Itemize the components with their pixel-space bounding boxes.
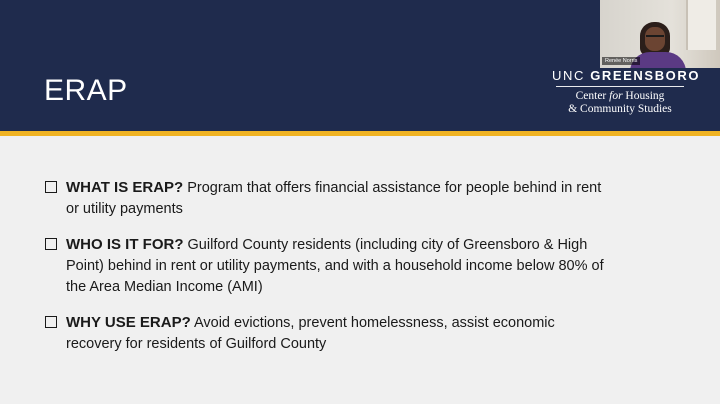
slide-title: ERAP <box>44 74 128 107</box>
brand-center-pre: Center <box>575 90 610 102</box>
bullet-lead: WHY USE ERAP? <box>66 314 191 331</box>
checkbox-bullet-icon <box>45 238 57 250</box>
bullet-text <box>66 312 604 355</box>
participant-face <box>645 27 665 51</box>
bullet-body: Guilford County residents (including city of Greensboro & High Point) behind in rent or utility payments, and with a household income below 80% of the Area Median Income (AMI) <box>66 237 604 295</box>
bullet-item-why <box>44 312 604 355</box>
bullet-text <box>66 177 604 220</box>
checkbox-bullet-icon <box>45 316 57 328</box>
brand-school: GREENSBORO <box>590 68 701 83</box>
bullet-item-what <box>44 177 604 220</box>
participant-video-tile[interactable] <box>600 0 720 68</box>
participant-glasses <box>646 35 664 39</box>
bullet-text <box>66 234 604 298</box>
bullet-lead: WHO IS IT FOR? <box>66 236 184 253</box>
slide-bullet-list <box>44 177 604 369</box>
participant-name-label: Renée Norris <box>602 57 640 65</box>
checkbox-bullet-icon <box>45 181 57 193</box>
brand-unc: UNC <box>552 68 585 83</box>
brand-center-line1 <box>552 90 688 103</box>
unc-greensboro-logo <box>552 68 701 116</box>
video-door <box>686 0 716 50</box>
brand-center-em: for <box>609 90 623 102</box>
bullet-body: Program that offers financial assistance for people behind in rent or utility payments <box>66 180 602 217</box>
bullet-body: Avoid evictions, prevent homelessness, assist economic recovery for residents of Guilford County <box>66 315 555 352</box>
brand-divider <box>556 86 684 87</box>
accent-divider <box>0 131 720 136</box>
bullet-item-who <box>44 234 604 298</box>
brand-wordmark <box>552 68 701 83</box>
brand-center-post: Housing <box>622 90 665 102</box>
bullet-lead: WHAT IS ERAP? <box>66 179 184 196</box>
brand-center-line2: & Community Studies <box>568 103 672 115</box>
